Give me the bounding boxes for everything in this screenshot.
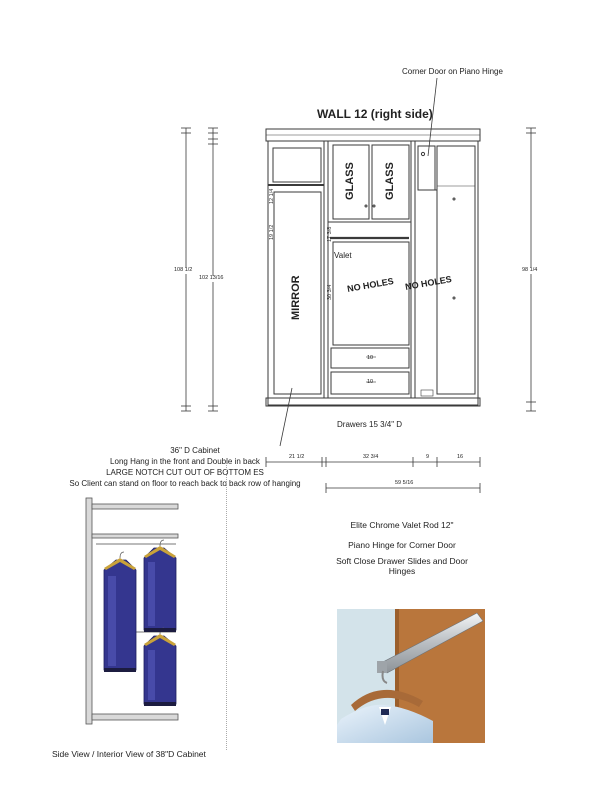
right-height-dim: 98 1/4 bbox=[522, 267, 538, 273]
side-view-illustration bbox=[84, 496, 184, 738]
no-holes-label-1: NO HOLES bbox=[346, 276, 395, 295]
drawers-caption: Drawers 15 3/4" D bbox=[337, 420, 403, 429]
mirror-label: MIRROR bbox=[290, 275, 302, 320]
notes-line-4: So Client can stand on floor to reach back to back row of hanging bbox=[69, 479, 301, 488]
small-vert-dim-2: 19 1/2 bbox=[269, 224, 275, 240]
inner-height-dim: 102 13/16 bbox=[199, 275, 224, 281]
no-holes-label-2: NO HOLES bbox=[404, 274, 453, 293]
small-vert-dim-4: 30 3/4 bbox=[327, 284, 333, 300]
corner-door-label: Corner Door on Piano Hinge bbox=[402, 67, 503, 76]
width-dim-3: 9 bbox=[426, 454, 430, 460]
feature-valet-rod: Elite Chrome Valet Rod 12" bbox=[350, 520, 454, 530]
feature-soft-close: Soft Close Drawer Slides and Door Hinges bbox=[336, 556, 468, 576]
width-dim-4: 16 bbox=[457, 454, 464, 460]
small-vert-dim-3: 17 3/8 bbox=[327, 226, 333, 242]
cabinet-notes bbox=[30, 446, 340, 488]
notes-line-2: Long Hang in the front and Double in back bbox=[110, 457, 260, 466]
small-vert-dim-1: 12 1/4 bbox=[269, 188, 275, 204]
notes-line-3: LARGE NOTCH CUT OUT OF BOTTOM ES bbox=[106, 468, 264, 477]
valet-rod-photo bbox=[337, 609, 485, 743]
side-view-frame-edge bbox=[226, 460, 227, 750]
notes-line-1: 36" D Cabinet bbox=[170, 446, 220, 455]
total-width-dim: 59 5/16 bbox=[395, 480, 414, 486]
width-dim-2: 32 3/4 bbox=[363, 454, 379, 460]
width-dim-1: 21 1/2 bbox=[289, 454, 305, 460]
side-view-caption: Side View / Interior View of 38"D Cabinet bbox=[52, 749, 206, 759]
valet-label: Valet bbox=[334, 251, 352, 260]
features-list bbox=[322, 520, 482, 576]
glass-label-left: GLASS bbox=[344, 162, 356, 200]
valet-rod-photo-art bbox=[337, 609, 485, 743]
overall-height-dim: 108 1/2 bbox=[174, 267, 193, 273]
wall-title: WALL 12 (right side) bbox=[317, 107, 433, 121]
feature-piano-hinge: Piano Hinge for Corner Door bbox=[348, 540, 456, 550]
drawer-2-label: 10 bbox=[367, 379, 374, 385]
drawer-1-label: 10 bbox=[367, 355, 374, 361]
glass-label-right: GLASS bbox=[384, 162, 396, 200]
